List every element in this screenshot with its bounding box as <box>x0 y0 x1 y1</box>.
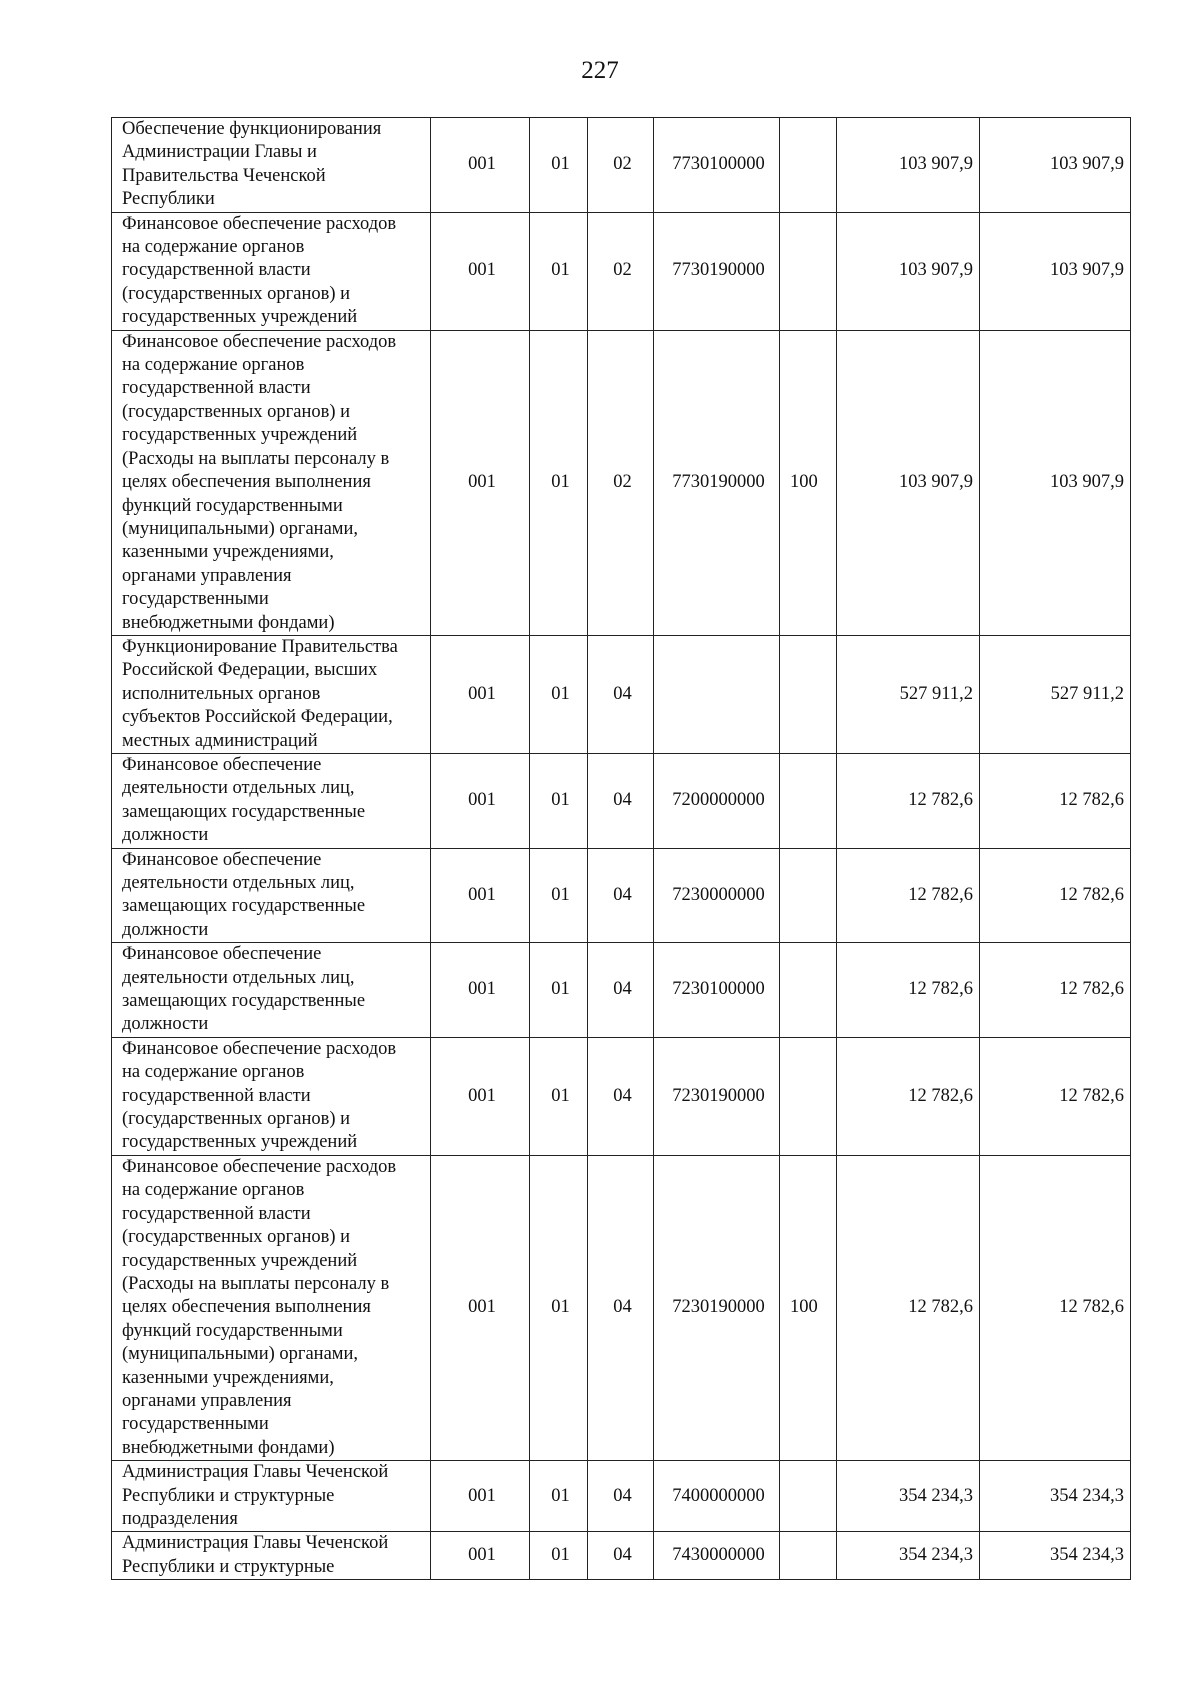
row-name-line: Российской Федерации, высших <box>122 660 378 681</box>
row-name-line: (муниципальными) органами, <box>122 1344 359 1365</box>
row-name-line: на содержание органов <box>122 237 305 258</box>
amount-year-2-cell: 103 907,9 <box>980 118 1131 213</box>
amount-year-1-cell: 12 782,6 <box>837 848 980 943</box>
section-code-cell: 01 <box>530 753 588 848</box>
target-article-cell: 7230190000 <box>654 1155 780 1460</box>
expense-type-cell: 100 <box>780 330 837 635</box>
ministry-code-cell: 001 <box>431 848 530 943</box>
row-name-line: подразделения <box>122 1508 238 1529</box>
subsection-code-cell: 04 <box>588 848 654 943</box>
row-name-cell <box>112 1532 431 1580</box>
row-name-cell <box>112 118 431 213</box>
section-code-cell: 01 <box>530 330 588 635</box>
target-article-cell: 7730100000 <box>654 118 780 213</box>
row-name-line: (муниципальными) органами, <box>122 518 359 539</box>
row-name-cell <box>112 635 431 753</box>
subsection-code-cell: 04 <box>588 1461 654 1532</box>
table-row <box>112 212 1131 330</box>
expense-type-cell <box>780 1037 837 1155</box>
ministry-code-cell: 001 <box>431 118 530 213</box>
amount-year-2-cell: 12 782,6 <box>980 753 1131 848</box>
subsection-code-cell: 04 <box>588 1037 654 1155</box>
section-code-cell: 01 <box>530 1037 588 1155</box>
row-name-line: (государственных органов) и <box>122 283 351 304</box>
budget-table <box>111 117 1131 1580</box>
table-body <box>112 118 1131 1580</box>
row-name-cell <box>112 1155 431 1460</box>
section-code-cell: 01 <box>530 635 588 753</box>
row-name-line: Администрация Главы Чеченской <box>122 1533 389 1554</box>
row-name-line: должности <box>122 825 209 846</box>
target-article-cell: 7730190000 <box>654 212 780 330</box>
amount-year-1-cell: 354 234,3 <box>837 1461 980 1532</box>
row-name-cell <box>112 943 431 1038</box>
row-name-cell <box>112 1461 431 1532</box>
expense-type-cell <box>780 1461 837 1532</box>
ministry-code-cell: 001 <box>431 635 530 753</box>
row-name-line: (государственных органов) и <box>122 1109 351 1130</box>
subsection-code-cell: 02 <box>588 330 654 635</box>
row-name-line: государственными <box>122 1414 269 1435</box>
row-name-line: замещающих государственные <box>122 991 366 1012</box>
subsection-code-cell: 04 <box>588 943 654 1038</box>
amount-year-1-cell: 12 782,6 <box>837 1155 980 1460</box>
row-name-line: на содержание органов <box>122 1180 305 1201</box>
row-name-cell <box>112 1037 431 1155</box>
row-name-line: замещающих государственные <box>122 896 366 917</box>
table-row <box>112 753 1131 848</box>
row-name-line: функций государственными <box>122 1320 343 1341</box>
amount-year-1-cell: 12 782,6 <box>837 753 980 848</box>
expense-type-cell <box>780 848 837 943</box>
row-name-line: (государственных органов) и <box>122 401 351 422</box>
target-article-cell: 7230100000 <box>654 943 780 1038</box>
row-name-line: на содержание органов <box>122 355 305 376</box>
subsection-code-cell: 02 <box>588 118 654 213</box>
row-name-line: органами управления <box>122 1390 292 1411</box>
expense-type-cell <box>780 118 837 213</box>
expense-type-cell: 100 <box>780 1155 837 1460</box>
subsection-code-cell: 02 <box>588 212 654 330</box>
row-name-line: государственной власти <box>122 378 311 399</box>
row-name-line: государственной власти <box>122 260 311 281</box>
row-name-line: органами управления <box>122 565 292 586</box>
row-name-line: деятельности отдельных лиц, <box>122 873 355 893</box>
subsection-code-cell: 04 <box>588 1532 654 1580</box>
amount-year-1-cell: 12 782,6 <box>837 943 980 1038</box>
target-article-cell: 7200000000 <box>654 753 780 848</box>
table-row <box>112 1461 1131 1532</box>
row-name-cell <box>112 212 431 330</box>
row-name-line: Правительства Чеченской <box>122 165 326 186</box>
target-article-cell: 7230190000 <box>654 1037 780 1155</box>
amount-year-2-cell: 12 782,6 <box>980 1155 1131 1460</box>
amount-year-1-cell: 103 907,9 <box>837 212 980 330</box>
table-row <box>112 1037 1131 1155</box>
table-row <box>112 1155 1131 1460</box>
amount-year-2-cell: 12 782,6 <box>980 943 1131 1038</box>
row-name-line: Администрация Главы Чеченской <box>122 1462 389 1483</box>
row-name-line: замещающих государственные <box>122 801 366 822</box>
target-article-cell: 7230000000 <box>654 848 780 943</box>
ministry-code-cell: 001 <box>431 212 530 330</box>
table-row <box>112 118 1131 213</box>
row-name-line: государственных учреждений <box>122 425 358 446</box>
amount-year-2-cell: 12 782,6 <box>980 848 1131 943</box>
row-name-line: на содержание органов <box>122 1062 305 1083</box>
amount-year-2-cell: 103 907,9 <box>980 330 1131 635</box>
amount-year-2-cell: 354 234,3 <box>980 1532 1131 1580</box>
row-name-line: государственных учреждений <box>122 1250 358 1271</box>
row-name-line: деятельности отдельных лиц, <box>122 778 355 799</box>
amount-year-1-cell: 354 234,3 <box>837 1532 980 1580</box>
amount-year-2-cell: 354 234,3 <box>980 1461 1131 1532</box>
amount-year-2-cell: 527 911,2 <box>980 635 1131 753</box>
subsection-code-cell: 04 <box>588 753 654 848</box>
table-row <box>112 848 1131 943</box>
row-name-cell <box>112 848 431 943</box>
row-name-line: Финансовое обеспечение <box>122 944 322 965</box>
row-name-line: Финансовое обеспечение <box>122 754 322 775</box>
amount-year-2-cell: 103 907,9 <box>980 212 1131 330</box>
row-name-line: Финансовое обеспечение расходов <box>122 213 397 234</box>
row-name-line: Обеспечение функционирования <box>122 119 382 139</box>
row-name-line: Финансовое обеспечение расходов <box>122 331 397 352</box>
ministry-code-cell: 001 <box>431 1532 530 1580</box>
row-name-line: целях обеспечения выполнения <box>122 1297 371 1318</box>
table-row <box>112 635 1131 753</box>
amount-year-1-cell: 12 782,6 <box>837 1037 980 1155</box>
row-name-line: Функционирование Правительства <box>122 636 398 657</box>
expense-type-cell <box>780 1532 837 1580</box>
ministry-code-cell: 001 <box>431 1155 530 1460</box>
row-name-line: Администрации Главы и <box>122 142 317 163</box>
row-name-line: Республики и структурные <box>122 1485 335 1506</box>
row-name-line: должности <box>122 1014 209 1035</box>
row-name-line: государственных учреждений <box>122 307 358 328</box>
section-code-cell: 01 <box>530 1461 588 1532</box>
row-name-line: должности <box>122 919 209 940</box>
amount-year-1-cell: 103 907,9 <box>837 330 980 635</box>
row-name-line: государственной власти <box>122 1203 311 1224</box>
row-name-line: Республики и структурные <box>122 1556 335 1577</box>
table-row <box>112 1532 1131 1580</box>
row-name-line: Финансовое обеспечение расходов <box>122 1156 397 1177</box>
row-name-line: государственной власти <box>122 1085 311 1106</box>
section-code-cell: 01 <box>530 1155 588 1460</box>
ministry-code-cell: 001 <box>431 1461 530 1532</box>
ministry-code-cell: 001 <box>431 330 530 635</box>
subsection-code-cell: 04 <box>588 635 654 753</box>
row-name-line: Финансовое обеспечение <box>122 849 322 870</box>
expense-type-cell <box>780 212 837 330</box>
section-code-cell: 01 <box>530 1532 588 1580</box>
row-name-line: государственными <box>122 589 269 610</box>
ministry-code-cell: 001 <box>431 753 530 848</box>
target-article-cell <box>654 635 780 753</box>
amount-year-1-cell: 103 907,9 <box>837 118 980 213</box>
row-name-line: субъектов Российской Федерации, <box>122 707 393 728</box>
row-name-line: государственных учреждений <box>122 1132 358 1153</box>
row-name-line: деятельности отдельных лиц, <box>122 967 355 988</box>
target-article-cell: 7400000000 <box>654 1461 780 1532</box>
subsection-code-cell: 04 <box>588 1155 654 1460</box>
row-name-cell <box>112 330 431 635</box>
row-name-line: местных администраций <box>122 730 318 751</box>
expense-type-cell <box>780 943 837 1038</box>
expense-type-cell <box>780 753 837 848</box>
section-code-cell: 01 <box>530 848 588 943</box>
target-article-cell: 7730190000 <box>654 330 780 635</box>
section-code-cell: 01 <box>530 943 588 1038</box>
expense-type-cell <box>780 635 837 753</box>
row-name-line: (Расходы на выплаты персоналу в <box>122 1273 390 1294</box>
row-name-line: внебюджетными фондами) <box>122 1437 335 1458</box>
row-name-line: казенными учреждениями, <box>122 1367 334 1388</box>
row-name-line: казенными учреждениями, <box>122 542 334 563</box>
table-row <box>112 330 1131 635</box>
amount-year-1-cell: 527 911,2 <box>837 635 980 753</box>
ministry-code-cell: 001 <box>431 943 530 1038</box>
row-name-line: Республики <box>122 189 215 210</box>
row-name-cell <box>112 753 431 848</box>
row-name-line: целях обеспечения выполнения <box>122 472 371 493</box>
row-name-line: (государственных органов) и <box>122 1227 351 1248</box>
page-number: 227 <box>581 57 619 84</box>
row-name-line: исполнительных органов <box>122 683 321 704</box>
target-article-cell: 7430000000 <box>654 1532 780 1580</box>
section-code-cell: 01 <box>530 212 588 330</box>
row-name-line: функций государственными <box>122 495 343 516</box>
table-row <box>112 943 1131 1038</box>
row-name-line: внебюджетными фондами) <box>122 612 335 633</box>
row-name-line: (Расходы на выплаты персоналу в <box>122 448 390 469</box>
ministry-code-cell: 001 <box>431 1037 530 1155</box>
amount-year-2-cell: 12 782,6 <box>980 1037 1131 1155</box>
section-code-cell: 01 <box>530 118 588 213</box>
row-name-line: Финансовое обеспечение расходов <box>122 1038 397 1059</box>
